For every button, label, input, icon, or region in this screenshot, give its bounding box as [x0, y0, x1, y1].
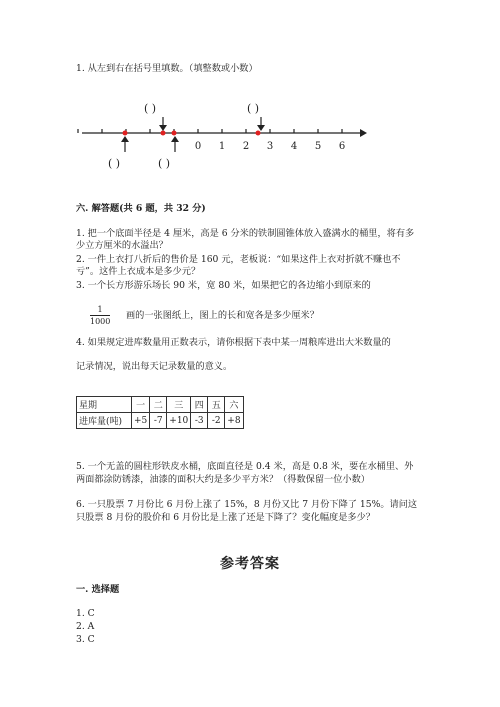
tick-label: 6 [338, 141, 346, 152]
tick-label: 3 [266, 141, 274, 152]
table-cell: +10 [167, 413, 191, 429]
section-6-heading: 六. 解答题(共 6 题，共 32 分) [76, 203, 206, 214]
answers-heading: 一. 选择题 [76, 584, 120, 595]
table-cell: 进库量(吨) [77, 413, 132, 429]
bracket-bottom-2: ( ) [158, 157, 171, 170]
answer-item: 1. C [76, 608, 95, 619]
stock-table [76, 396, 244, 429]
table-cell: 星期 [77, 397, 132, 413]
problem-4: 4. 如果规定进库数量用正数表示，请你根据下表中某一周粮库进出大米数量的 [76, 337, 391, 348]
table-cell: 四 [191, 397, 208, 413]
table-cell: -2 [208, 413, 225, 429]
tick-label: 2 [242, 141, 250, 152]
answer-item: 3. C [76, 634, 95, 645]
arrow-up-2-head [171, 136, 179, 142]
table-cell: 三 [167, 397, 191, 413]
table-cell: -3 [191, 413, 208, 429]
problem-3: 3. 一个长方形游乐场长 90 米，宽 80 米，如果把它的各边缩小到原来的 [76, 280, 371, 291]
table-row [77, 397, 244, 413]
table-cell: 五 [208, 397, 225, 413]
bracket-bottom-1: ( ) [108, 157, 121, 170]
table-cell: 二 [150, 397, 167, 413]
tick-label: 1 [218, 141, 226, 152]
tick-label: 4 [290, 141, 298, 152]
red-point-2 [161, 131, 166, 136]
problem-5: 5. 一个无盖的圆柱形铁皮水桶，底面直径是 0.4 米，高是 0.8 米，要在水桶里、外两面都涂防锈漆，油漆的面积大约是多少平方米？（得数保留一位小数） [76, 461, 414, 485]
arrow-down-2-head [257, 125, 265, 131]
problem-3-continued: 画的一张图纸上，图上的长和宽各是多少厘米？ [126, 310, 319, 321]
red-point-1 [123, 131, 128, 136]
table-row [77, 413, 244, 429]
red-point-4 [256, 131, 261, 136]
question-1-prompt: 1. 从左到右在括号里填数。（填整数或小数） [76, 63, 258, 74]
problem-4-continued: 记录情况，说出每天记录数量的意义。 [76, 361, 233, 372]
fraction [90, 305, 110, 326]
bracket-top-1: ( ) [144, 102, 157, 115]
answer-item: 2. A [76, 621, 95, 632]
axis-arrow-head [360, 129, 367, 137]
fraction-numerator: 1 [97, 305, 103, 314]
number-line [78, 102, 367, 170]
fraction-denominator: 1000 [90, 317, 111, 326]
table-cell: +5 [132, 413, 150, 429]
problem-1: 1. 把一个底面半径是 4 厘米，高是 6 分米的铁制圆锥体放入盛满水的桶里，将有多少立方厘米的水溢出？ [76, 228, 415, 251]
table-cell: +8 [225, 413, 243, 429]
arrow-up-1-head [121, 136, 129, 142]
table-cell: 一 [132, 397, 150, 413]
table-cell: -7 [150, 413, 167, 429]
problem-6: 6. 一只股票 7 月份比 6 月份上涨了 15%，8 月份又比 7 月份下降了 15%。请问这只股票 8 月份的股价和 6 月份比是上涨了还是下降了？变化幅度是多少？ [76, 499, 418, 523]
table-cell: 六 [225, 397, 243, 413]
red-point-3 [172, 131, 177, 136]
answers-title: 参考答案 [220, 556, 280, 572]
tick-label: 0 [194, 141, 202, 152]
tick-label: 5 [314, 141, 322, 152]
bracket-top-2: ( ) [247, 102, 260, 115]
arrow-down-1-head [159, 125, 167, 131]
problem-2: 2. 一件上衣打八折后的售价是 160 元，老板说：“如果这件上衣对折就不赚也不亏”。这件上衣成本是多少元？ [76, 254, 401, 277]
